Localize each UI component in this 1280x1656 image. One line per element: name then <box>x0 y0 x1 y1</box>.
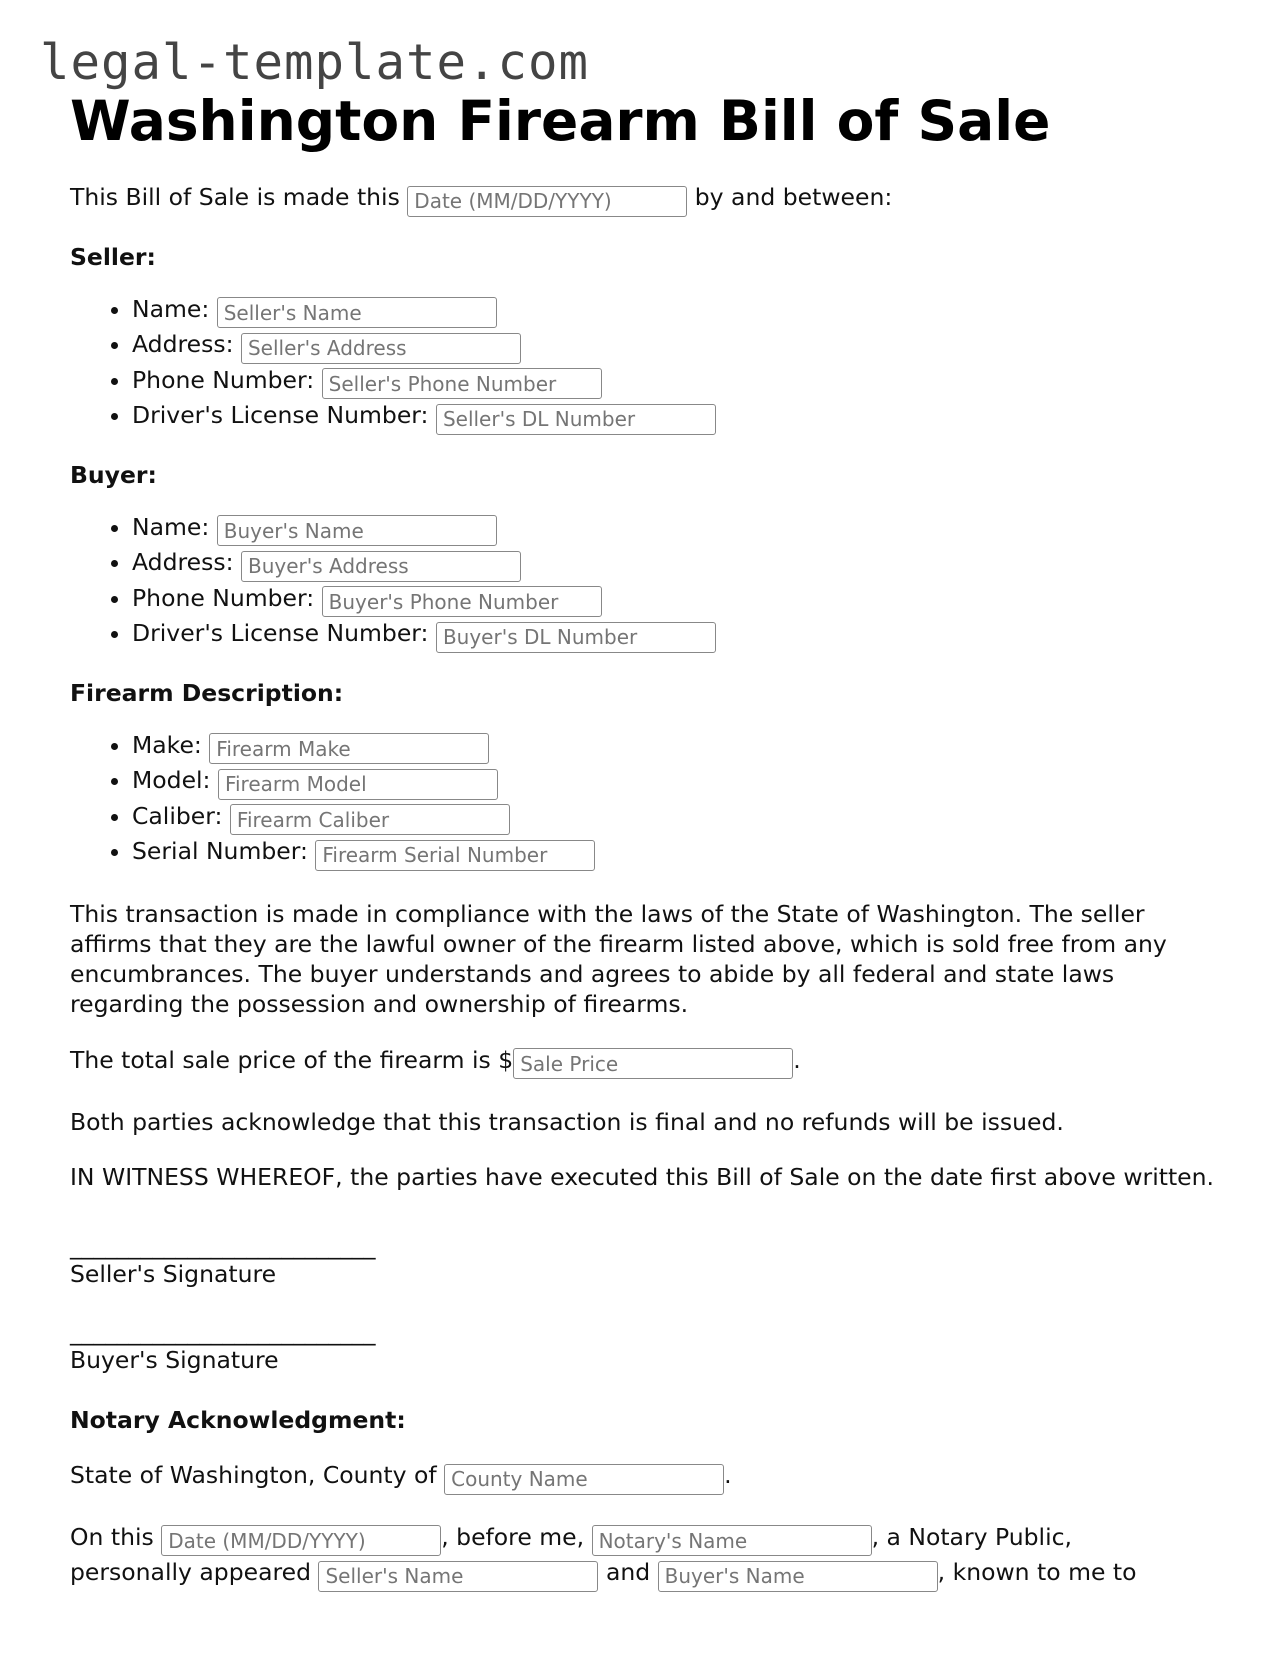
seller-address-item: • Address: Seller's Address <box>132 328 1220 364</box>
firearm-list <box>70 729 1220 871</box>
watermark: legal-template.com <box>40 34 590 91</box>
notary-name-field[interactable] <box>592 1525 872 1556</box>
firearm-heading: Firearm Description: <box>70 678 344 707</box>
seller-name-field[interactable] <box>217 297 497 328</box>
seller-list <box>70 293 1220 435</box>
seller-dl-item: • Driver's License Number: Seller's DL Number <box>132 399 1220 435</box>
price-paragraph: The total sale price of the firearm is $Sale Price . <box>70 1045 1220 1080</box>
buyer-address-item: • Address: Buyer's Address <box>132 546 1220 582</box>
seller-signature-block <box>70 1232 1220 1288</box>
firearm-model-item: • Model: Firearm Model <box>132 764 1220 800</box>
firearm-serial-field[interactable] <box>315 840 595 871</box>
seller-heading: Seller: <box>70 242 156 271</box>
notary-county-paragraph: State of Washington, County of County Name . <box>70 1460 1220 1495</box>
firearm-serial-item: • Serial Number: Firearm Serial Number <box>132 835 1220 871</box>
notary-statement-paragraph: On this Date (MM/DD/YYYY) , before me, Notary's Name , a Notary Public, personally appeared Seller's Name and Buyer's Name , known to me to <box>70 1521 1220 1592</box>
seller-dl-field[interactable] <box>436 404 716 435</box>
firearm-caliber-field[interactable] <box>230 804 510 835</box>
seller-signature-label: Seller's Signature <box>70 1260 277 1288</box>
seller-phone-item: • Phone Number: Seller's Phone Number <box>132 364 1220 400</box>
buyer-address-field[interactable] <box>241 551 521 582</box>
seller-signature-line[interactable]: __________________________ <box>70 1232 376 1260</box>
buyer-name-field[interactable] <box>217 515 497 546</box>
seller-name-item: • Name: Seller's Name <box>132 293 1220 329</box>
notary-buyer-name-field[interactable] <box>658 1561 938 1592</box>
final-paragraph: Both parties acknowledge that this transaction is final and no refunds will be issued. <box>70 1108 1064 1136</box>
buyer-phone-field[interactable] <box>322 586 602 617</box>
firearm-model-field[interactable] <box>218 769 498 800</box>
buyer-phone-item: • Phone Number: Buyer's Phone Number <box>132 582 1220 618</box>
notary-seller-name-field[interactable] <box>318 1561 598 1592</box>
witness-paragraph: IN WITNESS WHEREOF, the parties have executed this Bill of Sale on the date first above written. <box>70 1163 1214 1191</box>
page-title: Washington Firearm Bill of Sale <box>70 89 1051 153</box>
buyer-dl-field[interactable] <box>436 622 716 653</box>
seller-address-field[interactable] <box>241 333 521 364</box>
notary-heading: Notary Acknowledgment: <box>70 1406 406 1434</box>
buyer-signature-label: Buyer's Signature <box>70 1346 279 1374</box>
sale-date-field[interactable] <box>407 186 687 217</box>
firearm-caliber-item: • Caliber: Firearm Caliber <box>132 800 1220 836</box>
buyer-signature-block <box>70 1318 1220 1374</box>
document <box>70 88 1220 1592</box>
buyer-signature-line[interactable]: __________________________ <box>70 1318 376 1346</box>
buyer-list <box>70 511 1220 653</box>
buyer-name-item: • Name: Buyer's Name <box>132 511 1220 547</box>
county-name-field[interactable] <box>444 1464 724 1495</box>
sale-price-field[interactable] <box>513 1048 793 1079</box>
buyer-dl-item: • Driver's License Number: Buyer's DL Number <box>132 617 1220 653</box>
notary-date-field[interactable] <box>161 1525 441 1556</box>
compliance-paragraph: This transaction is made in compliance with the laws of the State of Washington. The seller affirms that they are the lawful owner of the firearm listed above, which is sold free from any encumbrances. The buyer understands and agrees to abide by all federal and state laws regarding the possession and ownership of firearms. <box>70 899 1167 1018</box>
seller-phone-field[interactable] <box>322 368 602 399</box>
firearm-make-field[interactable] <box>209 733 489 764</box>
buyer-heading: Buyer: <box>70 460 157 489</box>
intro-paragraph: This Bill of Sale is made this Date (MM/DD/YYYY) by and between: <box>70 182 1220 217</box>
firearm-make-item: • Make: Firearm Make <box>132 729 1220 765</box>
